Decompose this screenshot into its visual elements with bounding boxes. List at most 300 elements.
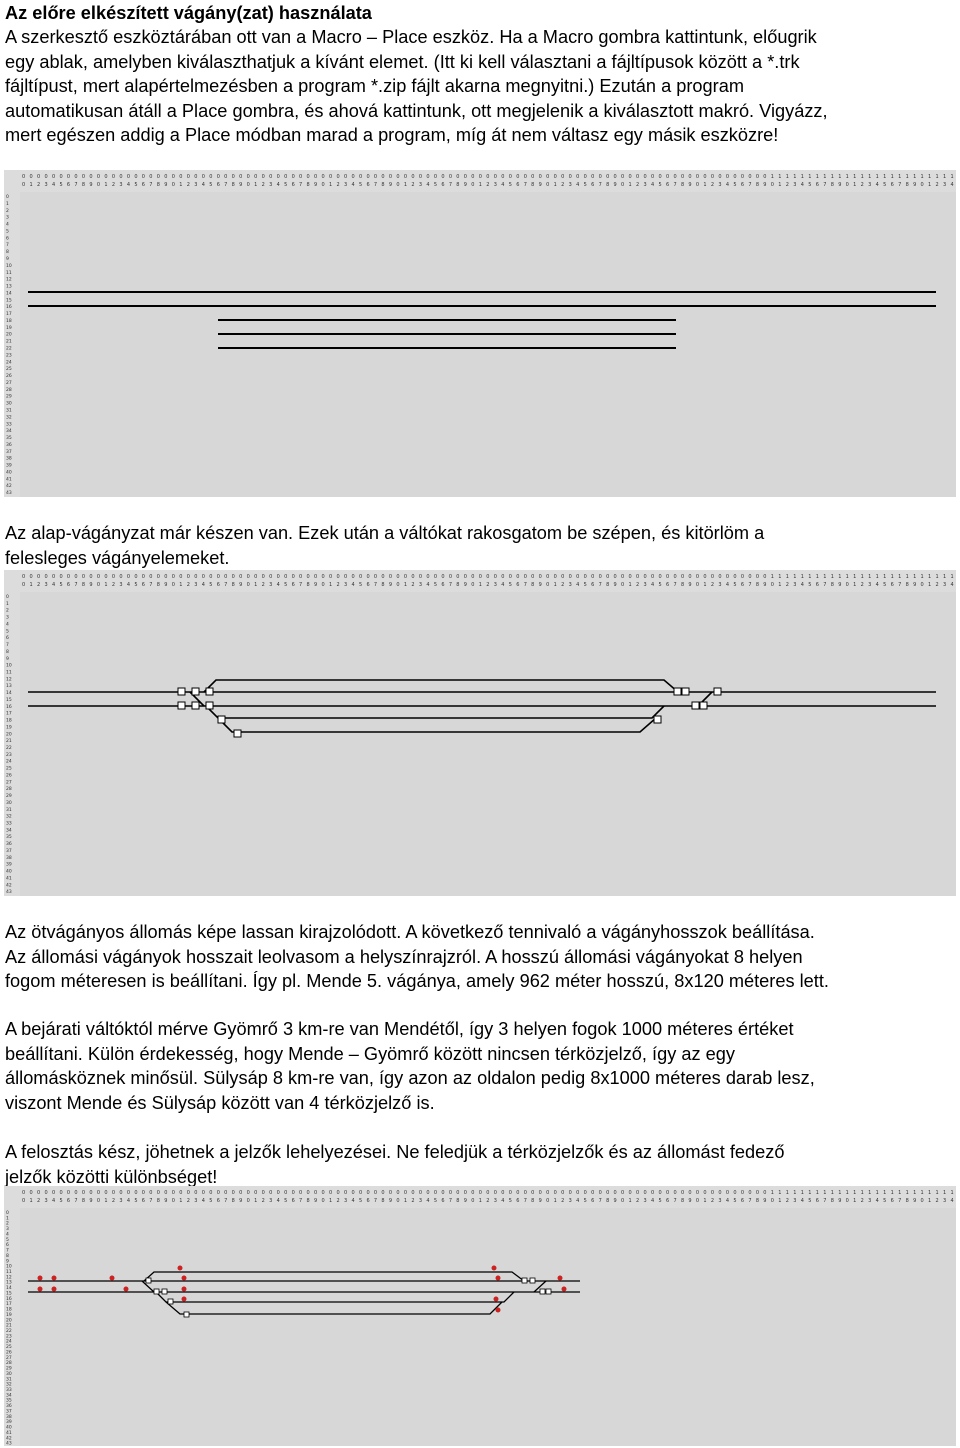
ruler-tick-label: 7 <box>373 1198 378 1204</box>
ruler-tick-label: 7 <box>448 582 453 588</box>
ruler-tick-label: 4 <box>800 582 804 588</box>
ruler-tick-label: 0 <box>254 1190 258 1196</box>
switch-marker <box>674 688 681 695</box>
ruler-tick-label: 0 <box>538 574 542 580</box>
ruler-tick-label: 0 <box>126 1190 131 1196</box>
ruler-tick-label: 7 <box>149 182 153 188</box>
ruler-tick-label: 1 <box>703 582 707 588</box>
ruler-tick-label: 0 <box>366 174 370 180</box>
ruler-tick-label: 1 <box>905 1190 909 1196</box>
ruler-row-label: 15 <box>6 1291 12 1297</box>
ruler-tick-label: 0 <box>538 1190 542 1196</box>
ruler-tick-label: 4 <box>426 182 430 188</box>
ruler-tick-label: 0 <box>284 1190 288 1196</box>
ruler-tick-label: 0 <box>22 574 26 580</box>
ruler-tick-label: 1 <box>913 1190 917 1196</box>
ruler-tick-label: 4 <box>201 182 205 188</box>
ruler-tick-label: 0 <box>321 174 325 180</box>
ruler-tick-label: 9 <box>388 182 393 188</box>
ruler-tick-label: 0 <box>396 582 400 588</box>
ruler-tick-label: 3 <box>868 182 872 188</box>
ruler-tick-label: 1 <box>920 574 924 580</box>
ruler-tick-label: 0 <box>426 174 430 180</box>
ruler-tick-label: 1 <box>868 574 872 580</box>
ruler-row-label: 24 <box>6 360 12 366</box>
ruler-tick-label: 1 <box>950 174 954 180</box>
ruler-tick-label: 6 <box>890 582 894 588</box>
ruler-tick-label: 1 <box>830 1190 834 1196</box>
ruler-tick-label: 6 <box>441 582 445 588</box>
ruler-tick-label: 0 <box>321 574 325 580</box>
ruler-tick-label: 1 <box>703 1198 707 1204</box>
text-line: Az állomási vágányok hosszait leolvasom a helyszínrajzról. A hosszú állomási vágányokat 8 helyen <box>5 946 803 967</box>
ruler-tick-label: 7 <box>74 582 78 588</box>
ruler-tick-label: 0 <box>299 174 303 180</box>
ruler-tick-label: 6 <box>591 182 595 188</box>
ruler-row-label: 43 <box>6 890 12 896</box>
ruler-tick-label: 1 <box>853 574 857 580</box>
ruler-tick-label: 0 <box>119 174 123 180</box>
ruler-row-label: 23 <box>6 752 12 758</box>
ruler-tick-label: 0 <box>336 574 340 580</box>
ruler-tick-label: 8 <box>81 182 86 188</box>
ruler-tick-label: 1 <box>868 1190 872 1196</box>
ruler-tick-label: 0 <box>576 574 580 580</box>
ruler-tick-label: 5 <box>508 1198 512 1204</box>
ruler-tick-label: 9 <box>688 182 692 188</box>
ruler-tick-label: 4 <box>351 1198 355 1204</box>
ruler-tick-label: 1 <box>950 1190 954 1196</box>
ruler-row-label: 38 <box>6 1414 12 1420</box>
ruler-tick-label: 0 <box>388 174 393 180</box>
ruler-tick-label: 0 <box>523 174 527 180</box>
ruler-tick-label: 1 <box>778 1190 782 1196</box>
ruler-row-label: 0 <box>6 1211 9 1216</box>
ruler-tick-label: 3 <box>343 1198 348 1204</box>
ruler-row-label: 19 <box>6 325 12 331</box>
ruler-tick-label: 4 <box>875 582 879 588</box>
ruler-tick-label: 8 <box>905 582 909 588</box>
text-line: A felosztás kész, jöhetnek a jelzők lehelyezései. Ne feledjük a térközjelzők és az állomást fedező <box>5 1142 785 1162</box>
signal-icon <box>52 1287 57 1292</box>
ruler-tick-label: 8 <box>156 182 160 188</box>
ruler-tick-label: 0 <box>418 574 423 580</box>
ruler-tick-label: 4 <box>351 182 355 188</box>
paragraph-4 <box>5 1017 955 1115</box>
ruler-tick-label: 0 <box>269 574 273 580</box>
ruler-tick-label: 0 <box>111 574 116 580</box>
ruler-tick-label: 0 <box>643 574 647 580</box>
ruler-tick-label: 0 <box>299 1190 303 1196</box>
ruler-tick-label: 0 <box>246 174 250 180</box>
ruler-tick-label: 0 <box>171 1198 175 1204</box>
signal-icon <box>110 1276 115 1281</box>
ruler-tick-label: 5 <box>583 582 587 588</box>
ruler-tick-label: 2 <box>710 582 715 588</box>
ruler-tick-label: 4 <box>875 182 879 188</box>
ruler-tick-label: 0 <box>96 174 101 180</box>
ruler-tick-label: 0 <box>343 574 348 580</box>
ruler-row-label: 34 <box>6 1393 12 1399</box>
ruler-row-label: 2 <box>6 608 9 614</box>
switch-marker <box>546 1289 551 1294</box>
ruler-tick-label: 1 <box>830 174 834 180</box>
ruler-row-label: 9 <box>6 656 9 662</box>
ruler-row-label: 18 <box>6 1307 12 1313</box>
station-track-lower <box>156 1292 514 1302</box>
ruler-tick-label: 0 <box>695 1198 700 1204</box>
ruler-tick-label: 7 <box>373 182 378 188</box>
ruler-tick-label: 5 <box>508 182 512 188</box>
ruler-tick-label: 6 <box>740 582 745 588</box>
ruler-tick-label: 5 <box>134 182 138 188</box>
ruler-tick-label: 6 <box>366 182 370 188</box>
signal-icon <box>38 1287 43 1292</box>
ruler-tick-label: 3 <box>119 582 123 588</box>
ruler-tick-label: 0 <box>81 174 86 180</box>
ruler-tick-label: 0 <box>411 174 415 180</box>
ruler-tick-label: 8 <box>306 582 310 588</box>
ruler-tick-label: 1 <box>898 574 902 580</box>
switch-marker <box>218 716 225 723</box>
ruler-tick-label: 0 <box>224 174 228 180</box>
ruler-tick-label: 3 <box>343 182 348 188</box>
ruler-tick-label: 0 <box>606 574 610 580</box>
ruler-tick-label: 2 <box>860 1198 864 1204</box>
ruler-tick-label: 0 <box>621 174 625 180</box>
ruler-tick-label: 0 <box>246 1198 250 1204</box>
ruler-tick-label: 0 <box>44 1190 48 1196</box>
ruler-tick-label: 2 <box>411 182 415 188</box>
ruler-tick-label: 6 <box>815 582 819 588</box>
ruler-tick-label: 0 <box>583 174 587 180</box>
ruler-tick-label: 2 <box>860 182 864 188</box>
switch-marker <box>154 1289 159 1294</box>
ruler-tick-label: 2 <box>186 582 190 588</box>
ruler-tick-label: 5 <box>883 182 887 188</box>
ruler-row-label: 26 <box>6 1350 12 1356</box>
ruler-row-label: 21 <box>6 1323 12 1329</box>
ruler-row-label: 31 <box>6 408 12 414</box>
ruler-tick-label: 0 <box>104 574 108 580</box>
ruler-tick-label: 1 <box>104 1198 108 1204</box>
ruler-tick-label: 0 <box>194 574 198 580</box>
station-track-lower <box>206 706 664 718</box>
ruler-row-label: 40 <box>6 1425 12 1431</box>
ruler-tick-label: 0 <box>583 574 587 580</box>
ruler-row-label: 1 <box>6 201 9 207</box>
ruler-tick-label: 8 <box>81 582 86 588</box>
ruler-row-label: 20 <box>6 332 12 338</box>
switch-marker <box>234 730 241 737</box>
ruler-tick-label: 8 <box>606 1198 610 1204</box>
ruler-tick-label: 4 <box>126 1198 131 1204</box>
ruler-tick-label: 1 <box>845 574 849 580</box>
ruler-tick-label: 0 <box>621 582 625 588</box>
ruler-tick-label: 0 <box>22 1198 26 1204</box>
ruler-tick-label: 0 <box>740 574 745 580</box>
ruler-tick-label: 7 <box>299 582 303 588</box>
ruler-tick-label: 9 <box>314 1198 318 1204</box>
ruler-tick-label: 1 <box>838 1190 842 1196</box>
ruler-tick-label: 5 <box>284 1198 288 1204</box>
ruler-tick-label: 9 <box>913 1198 917 1204</box>
ruler-tick-label: 0 <box>493 174 497 180</box>
paragraph-2 <box>5 521 955 570</box>
ruler-row-label: 34 <box>6 429 12 435</box>
ruler-row-label: 32 <box>6 1382 12 1388</box>
ruler-row-label: 37 <box>6 848 12 854</box>
ruler-tick-label: 9 <box>463 582 467 588</box>
ruler-tick-label: 1 <box>928 1198 932 1204</box>
ruler-tick-label: 0 <box>156 174 160 180</box>
ruler-tick-label: 0 <box>111 174 116 180</box>
switch-marker <box>162 1289 167 1294</box>
ruler-tick-label: 0 <box>343 1190 348 1196</box>
ruler-row-label: 19 <box>6 1312 12 1318</box>
ruler-tick-label: 0 <box>306 174 310 180</box>
ruler-tick-label: 0 <box>96 182 101 188</box>
ruler-tick-label: 9 <box>388 582 393 588</box>
ruler-tick-label: 8 <box>905 1198 909 1204</box>
ruler-tick-label: 1 <box>778 174 782 180</box>
ruler-row-label: 10 <box>6 1264 12 1270</box>
ruler-tick-label: 0 <box>680 1190 685 1196</box>
ruler-tick-label: 2 <box>261 582 265 588</box>
ruler-tick-label: 6 <box>291 182 295 188</box>
ruler-row-label: 5 <box>6 629 9 635</box>
ruler-tick-label: 3 <box>269 182 273 188</box>
ruler-row-label: 12 <box>6 1275 12 1281</box>
ruler-tick-label: 6 <box>890 1198 894 1204</box>
ruler-row-label: 13 <box>6 284 12 290</box>
signal-icon <box>182 1287 187 1292</box>
ruler-tick-label: 0 <box>246 582 250 588</box>
ruler-tick-label: 0 <box>81 574 86 580</box>
ruler-tick-label: 0 <box>733 174 737 180</box>
ruler-tick-label: 0 <box>710 574 715 580</box>
track-editor-screenshot-signals <box>4 1186 956 1446</box>
ruler-tick-label: 0 <box>463 574 467 580</box>
ruler-tick-label: 0 <box>396 1198 400 1204</box>
ruler-tick-label: 0 <box>456 174 460 180</box>
ruler-row-label: 36 <box>6 442 12 448</box>
ruler-tick-label: 2 <box>785 1198 789 1204</box>
ruler-tick-label: 6 <box>516 1198 520 1204</box>
ruler-tick-label: 1 <box>800 174 804 180</box>
ruler-tick-label: 0 <box>680 574 685 580</box>
ruler-tick-label: 0 <box>695 1190 700 1196</box>
ruler-tick-label: 0 <box>141 1190 145 1196</box>
ruler-row-label: 22 <box>6 1329 12 1334</box>
ruler-row-label: 33 <box>6 422 12 428</box>
ruler-tick-label: 2 <box>36 1198 41 1204</box>
ruler-tick-label: 0 <box>621 1190 625 1196</box>
ruler-tick-label: 0 <box>179 574 183 580</box>
ruler-tick-label: 0 <box>164 174 168 180</box>
ruler-tick-label: 5 <box>808 582 812 588</box>
ruler-row-label: 33 <box>6 1388 12 1393</box>
switch-marker <box>654 716 661 723</box>
ruler-tick-label: 1 <box>553 582 557 588</box>
ruler-tick-label: 0 <box>66 1190 71 1196</box>
ruler-tick-label: 0 <box>171 1190 175 1196</box>
ruler-tick-label: 1 <box>793 574 797 580</box>
ruler-tick-label: 1 <box>928 174 932 180</box>
ruler-tick-label: 5 <box>433 582 438 588</box>
ruler-tick-label: 0 <box>568 1190 572 1196</box>
ruler-tick-label: 0 <box>508 174 512 180</box>
ruler-tick-label: 1 <box>29 1198 33 1204</box>
ruler-tick-label: 3 <box>44 582 48 588</box>
ruler-tick-label: 1 <box>179 1198 183 1204</box>
ruler-tick-label: 2 <box>261 182 265 188</box>
track-editor-screenshot-switches <box>4 570 956 896</box>
ruler-tick-label: 1 <box>898 1190 902 1196</box>
ruler-tick-label: 0 <box>29 174 33 180</box>
ruler-tick-label: 1 <box>845 174 849 180</box>
signal-icon <box>558 1276 563 1281</box>
ruler-tick-label: 8 <box>606 582 610 588</box>
ruler-row-label: 41 <box>6 477 12 483</box>
ruler-tick-label: 1 <box>875 174 879 180</box>
paragraph-3 <box>5 920 955 994</box>
ruler-tick-label: 5 <box>808 1198 812 1204</box>
ruler-tick-label: 4 <box>725 182 730 188</box>
ruler-row-label: 27 <box>6 380 12 386</box>
ruler-tick-label: 1 <box>254 1198 258 1204</box>
ruler-tick-label: 4 <box>576 582 580 588</box>
ruler-tick-label: 0 <box>171 574 175 580</box>
intro-paragraph <box>5 25 955 148</box>
ruler-tick-label: 1 <box>628 182 632 188</box>
ruler-row-label: 19 <box>6 725 12 731</box>
switch-marker <box>178 688 185 695</box>
ruler-tick-label: 0 <box>403 174 408 180</box>
ruler-tick-label: 0 <box>366 574 370 580</box>
ruler-row-label: 4 <box>6 622 9 628</box>
ruler-tick-label: 9 <box>388 1198 393 1204</box>
ruler-tick-label: 0 <box>673 574 677 580</box>
ruler-tick-label: 0 <box>261 574 265 580</box>
ruler-tick-label: 0 <box>59 574 63 580</box>
ruler-tick-label: 0 <box>51 574 56 580</box>
ruler-tick-label: 3 <box>44 182 48 188</box>
ruler-tick-label: 0 <box>104 1190 108 1196</box>
ruler-tick-label: 7 <box>598 182 602 188</box>
ruler-tick-label: 1 <box>403 182 408 188</box>
ruler-tick-label: 1 <box>770 1190 774 1196</box>
ruler-tick-label: 8 <box>231 1198 235 1204</box>
ruler-tick-label: 0 <box>22 1190 26 1196</box>
ruler-tick-label: 0 <box>433 1190 438 1196</box>
ruler-tick-label: 0 <box>471 582 475 588</box>
ruler-tick-label: 0 <box>710 1190 715 1196</box>
ruler-tick-label: 1 <box>860 574 864 580</box>
text-line: egy ablak, amelyben kiválaszthatjuk a kívánt elemet. (Itt ki kell választani a fájltípusok között a *.trk <box>5 51 800 72</box>
ruler-row-label: 17 <box>6 312 12 318</box>
ruler-tick-label: 0 <box>74 574 78 580</box>
ruler-tick-label: 7 <box>673 1198 677 1204</box>
ruler-tick-label: 2 <box>561 1198 565 1204</box>
ruler-row-label: 23 <box>6 353 12 359</box>
ruler-tick-label: 0 <box>134 1190 138 1196</box>
text-line: mert egészen addig a Place módban marad a program, míg át nem váltasz egy másik eszközre! <box>5 125 779 145</box>
station-track-upper <box>144 1272 524 1281</box>
ruler-tick-label: 2 <box>486 1198 490 1204</box>
ruler-tick-label: 1 <box>815 174 819 180</box>
ruler-tick-label: 0 <box>141 174 145 180</box>
ruler-row-label: 21 <box>6 739 12 745</box>
ruler-tick-label: 0 <box>373 1190 378 1196</box>
ruler-tick-label: 0 <box>74 174 78 180</box>
ruler-tick-label: 0 <box>306 574 310 580</box>
ruler-tick-label: 1 <box>553 1198 557 1204</box>
ruler-tick-label: 2 <box>785 582 789 588</box>
ruler-tick-label: 5 <box>358 582 363 588</box>
ruler-row-label: 15 <box>6 697 12 703</box>
ruler-tick-label: 1 <box>853 174 857 180</box>
ruler-tick-label: 3 <box>269 1198 273 1204</box>
ruler-tick-label: 1 <box>823 1190 827 1196</box>
ruler-tick-label: 5 <box>733 1198 737 1204</box>
ruler-tick-label: 0 <box>396 1190 400 1196</box>
ruler-tick-label: 1 <box>793 174 797 180</box>
ruler-tick-label: 0 <box>441 174 445 180</box>
ruler-tick-label: 8 <box>755 582 760 588</box>
ruler-tick-label: 1 <box>329 582 333 588</box>
ruler-tick-label: 0 <box>343 174 348 180</box>
ruler-tick-label: 0 <box>486 574 490 580</box>
ruler-tick-label: 5 <box>583 182 587 188</box>
ruler-tick-label: 1 <box>403 1198 408 1204</box>
switch-marker <box>178 702 185 709</box>
ruler-tick-label: 7 <box>823 182 827 188</box>
signal-icon <box>496 1308 501 1313</box>
ruler-tick-label: 0 <box>276 174 280 180</box>
ruler-tick-label: 0 <box>426 574 430 580</box>
ruler-tick-label: 0 <box>755 574 760 580</box>
ruler-tick-label: 0 <box>291 174 295 180</box>
ruler-tick-label: 3 <box>718 582 722 588</box>
text-line: felesleges vágányelemeket. <box>5 547 230 568</box>
ruler-tick-label: 6 <box>665 582 670 588</box>
ruler-row-label: 38 <box>6 855 12 861</box>
ruler-tick-label: 0 <box>44 174 48 180</box>
ruler-tick-label: 1 <box>943 574 947 580</box>
ruler-tick-label: 0 <box>733 574 737 580</box>
signal-icon <box>496 1276 501 1281</box>
ruler-tick-label: 0 <box>493 1190 497 1196</box>
ruler-tick-label: 0 <box>463 1190 467 1196</box>
ruler-tick-label: 0 <box>276 1190 280 1196</box>
ruler-tick-label: 1 <box>838 174 842 180</box>
ruler-tick-label: 6 <box>516 182 520 188</box>
ruler-tick-label: 5 <box>583 1198 587 1204</box>
ruler-row-label: 39 <box>6 1420 12 1426</box>
ruler-tick-label: 1 <box>935 174 939 180</box>
ruler-tick-label: 3 <box>418 582 423 588</box>
ruler-tick-label: 6 <box>665 1198 670 1204</box>
text-line: A bejárati váltóktól mérve Gyömrő 3 km-re van Mendétől, így 3 helyen fogok 1000 méteres értéket <box>5 1019 794 1039</box>
ruler-tick-label: 0 <box>516 574 520 580</box>
ruler-tick-label: 0 <box>621 574 625 580</box>
ruler-tick-label: 0 <box>156 1190 160 1196</box>
ruler-tick-label: 0 <box>104 174 108 180</box>
ruler-tick-label: 0 <box>36 574 41 580</box>
ruler-tick-label: 0 <box>321 1198 325 1204</box>
text-line: A szerkesztő eszköztárában ott van a Macro – Place eszköz. Ha a Macro gombra kattintunk, előugrik <box>5 27 817 47</box>
